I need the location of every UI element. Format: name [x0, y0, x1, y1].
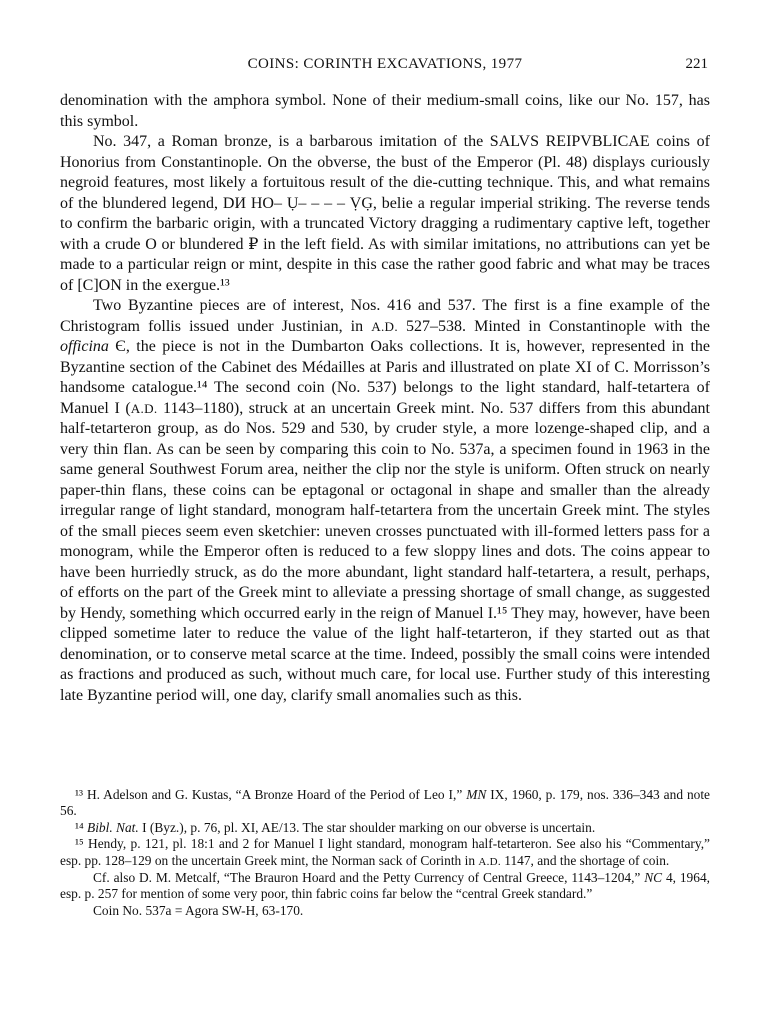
- text-segment: Є, the piece is not in the Dumbarton Oaks collections. It is, however, represented in the Byzantine section of the Cabinet des Médailles at Paris and illustrated on plate XI of C. Morrisson’s handsome catalogue.¹⁴ The second coin (No. 537) belongs to the light standard, half-tetartera of Manuel I (: [60, 338, 710, 417]
- footnote-paragraph: [60, 903, 710, 919]
- page-number: 221: [685, 56, 708, 72]
- text-segment: 1147, and the shortage of coin.: [500, 852, 670, 868]
- footnote-paragraph: [60, 836, 710, 870]
- text-segment: Two Byzantine pieces are of interest, Nos. 416 and 537. The first is a fine example of the Christogram follis issued under Justinian, in: [60, 297, 710, 335]
- text-segment: Cf. also D. M. Metcalf, “The Brauron Hoard and the Petty Currency of Central Greece, 1143–1204,”: [93, 870, 645, 886]
- body-text: [60, 91, 710, 706]
- text-segment: I (Byz.), p. 76, pl. XI, AE/13. The star shoulder marking on our obverse is uncertain.: [138, 819, 596, 835]
- text-segment: 1143–1180), struck at an uncertain Greek mint. No. 537 differs from this abundant half-tetarteron group, as do Nos. 529 and 530, by cruder style, a more lozenge-shaped clip, and a very thin flan. As can be seen by comparing this coin to No. 537a, a specimen found in 1963 in the same general Southwest Forum area, neither the clip nor the style is uniform. Often struck on nearly paper-thin flans, these coins can be eptagonal or octagonal in shape and smaller than the already irregular range of light standard, monogram half-tetartera from the uncertain Greek mint. The styles of the small pieces seem even sketchier: uneven crosses punctuated with ill-formed letters pass for a monogram, while the Emperor often is reduced to a few sloppy lines and dots. The coins appear to have been hurriedly struck, as do the more abundant, light standard half-tetartera, a result, perhaps, of efforts on the part of the Greek mint to alleviate a pressing shortage of small change, as suggested by Hendy, something which occurred early in the reign of Manuel I.¹⁵ They may, however, have been clipped sometime later to reduce the value of the light half-tetarteron, if they started out as that denomination, or to conserve metal scarce at the time. Indeed, possibly the small coins were intended as fractions and produced as such, without much care, for local use. Further study of this interesting late Byzantine period will, one day, clarify small anomalies such as this.: [60, 399, 711, 704]
- text-segment: NC: [644, 870, 663, 886]
- text-segment: IX, 1960, p. 179, nos. 336–343 and note 56.: [60, 787, 710, 819]
- text-segment: 4, 1964, esp. p. 257 for mention of some very poor, thin fabric coins far below the “central Greek standard.”: [60, 870, 710, 902]
- text-segment: A.D.: [478, 855, 501, 868]
- body-paragraph: [60, 91, 710, 132]
- text-segment: MN: [466, 787, 487, 802]
- running-head: COINS: CORINTH EXCAVATIONS, 1977: [247, 56, 523, 72]
- text-segment: Bibl. Nat.: [87, 819, 139, 835]
- text-segment: A.D.: [130, 400, 158, 416]
- text-segment: A.D.: [371, 318, 398, 334]
- text-segment: ¹⁴: [75, 819, 88, 835]
- text-segment: No. 347, a Roman bronze, is a barbarous imitation of the SALVS REIPVBLICAE coins of Honorius from Constantinople. On the obverse, the bust of the Emperor (Pl. 48) displays curiously negroid features, most likely a fortuitous result of the die-cutting technique. This, and what remains of the blundered legend, DИ HO– Ụ– – – – ṾG̣, belie a regular imperial striking. The reverse tends to confirm the barbaric origin, with a truncated Victory dragging a rudimentary captive left, together with a crude O or blundered ₽ in the left field. As with similar imitations, no attributions can yet be made to a particular reign or mint, despite in this case the rather good fabric and what may be traces of [C]ON in the exergue.¹³: [60, 133, 710, 294]
- text-segment: officina: [60, 338, 109, 355]
- footnote-paragraph: [60, 820, 710, 836]
- text-segment: 527–538. Minted in Constantinople with the: [397, 317, 710, 335]
- text-segment: Coin No. 537a = Agora SW-H, 63-170.: [93, 902, 304, 918]
- text-segment: denomination with the amphora symbol. None of their medium-small coins, like our No. 157, has this symbol.: [60, 92, 710, 130]
- text-segment: ¹⁵ Hendy, p. 121, pl. 18:1 and 2 for Manuel I light standard, monogram half-tetarteron. See also his “Commentary,” esp. pp. 128–129 on the uncertain Greek mint, the Norman sack of Corinth in: [60, 836, 710, 868]
- text-segment: ¹³ H. Adelson and G. Kustas, “A Bronze Hoard of the Period of Leo I,”: [75, 787, 467, 802]
- body-paragraph: [60, 132, 710, 296]
- footnote-paragraph: [60, 787, 710, 820]
- body-paragraph: [60, 296, 710, 706]
- page-header: [60, 56, 710, 76]
- footnotes: [60, 787, 710, 919]
- footnote-paragraph: [60, 870, 710, 903]
